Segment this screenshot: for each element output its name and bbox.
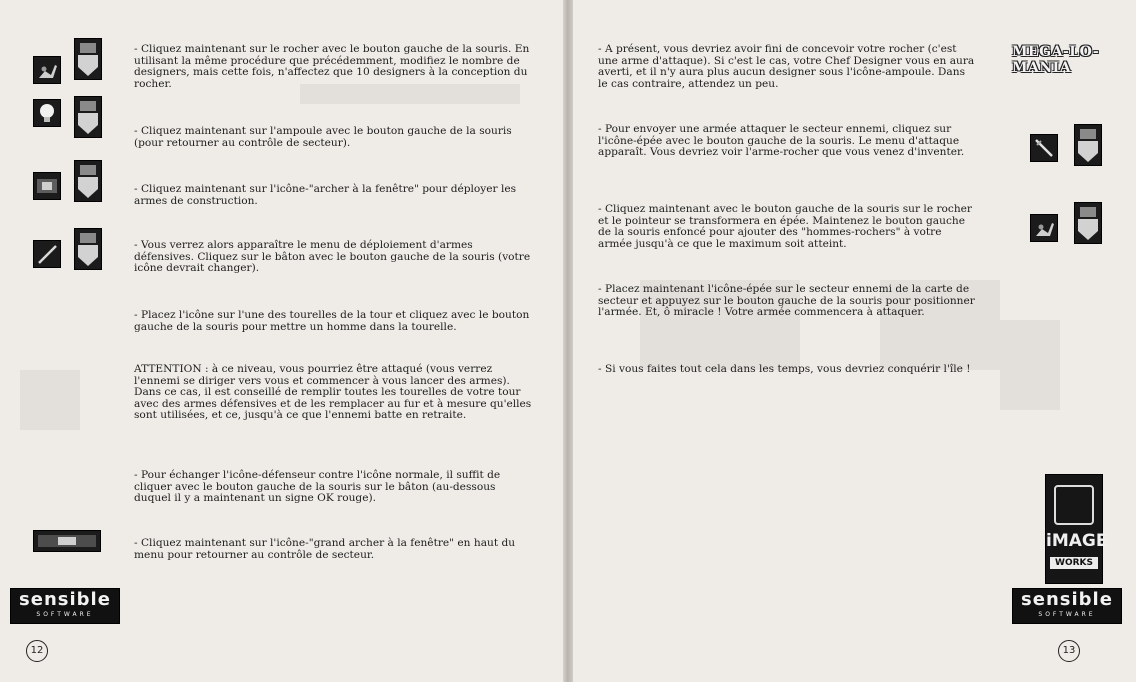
shield-icon bbox=[74, 38, 102, 80]
instruction-paragraph: - Placez l'icône sur l'une des tourelles de la tour et cliquez avec le bouton gauche de la souris pour mettre un homme dans la tourelle. bbox=[134, 309, 530, 333]
instruction-paragraph: - Vous verrez alors apparaître le menu de déploiement d'armes défensives. Cliquez sur le bâton avec le bouton gauche de la souris (votre icône devrait changer). bbox=[134, 239, 531, 275]
instruction-paragraph: - Cliquez maintenant sur l'icône-"archer à la fenêtre" pour déployer les armes de construction. bbox=[134, 183, 517, 207]
instruction-paragraph: - Cliquez maintenant sur l'ampoule avec le bouton gauche de la souris (pour retourner au contrôle de secteur). bbox=[134, 125, 512, 149]
instruction-paragraph: - Cliquez maintenant sur l'icône-"grand archer à la fenêtre" en haut du menu pour retourner au contrôle de secteur. bbox=[134, 537, 516, 561]
image-works-main: iMAGE bbox=[1046, 531, 1108, 551]
image-works-logo bbox=[1045, 474, 1108, 584]
page-number: 13 bbox=[1058, 640, 1080, 662]
sensible-software-logo bbox=[1012, 588, 1122, 624]
sword-icon bbox=[1030, 134, 1058, 162]
sensible-software-logo bbox=[10, 588, 120, 624]
shield-icon bbox=[1074, 124, 1102, 166]
logo-main-text: sensible bbox=[1021, 589, 1113, 610]
instruction-paragraph: - Pour envoyer une armée attaquer le secteur ennemi, cliquez sur l'icône-épée avec le bouton gauche de la souris. Le menu d'attaque apparaît. Vous devriez voir l'arme-rocher que vous venez d'inventer. bbox=[598, 123, 965, 159]
image-works-sub: WORKS bbox=[1050, 557, 1098, 569]
page-number: 12 bbox=[26, 640, 48, 662]
logo-main-text: sensible bbox=[19, 589, 111, 610]
shield-icon bbox=[74, 96, 102, 138]
archer-window-icon bbox=[33, 172, 61, 200]
show-through-shade bbox=[20, 370, 80, 430]
warning-paragraph: ATTENTION : à ce niveau, vous pourriez être attaqué (vous verrez l'ennemi se diriger vers vous et commencer à vous lancer des armes). Dans ce cas, il est conseillé de remplir toutes les tourelles de votre tour avec des armes défensives et de les remplacer au fur et à mesure qu'elles sont utilisées, et ce, jusqu'à ce que l'ennemi batte en retraite. bbox=[134, 363, 532, 422]
rock-weapon-icon bbox=[1030, 214, 1058, 242]
instruction-paragraph: - Cliquez maintenant sur le rocher avec le bouton gauche de la souris. En utilisant la même procédure que précédemment, modifiez le nombre de designers, mais cette fois, n'affectez que 10 designers à la conception du rocher. bbox=[134, 43, 530, 90]
great-archer-icon bbox=[33, 530, 101, 552]
rock-weapon-icon bbox=[33, 56, 61, 84]
instruction-paragraph: - Si vous faites tout cela dans les temps, vous devriez conquérir l'île ! bbox=[598, 363, 971, 375]
stick-weapon-icon bbox=[33, 240, 61, 268]
instruction-paragraph: - Pour échanger l'icône-défenseur contre l'icône normale, il suffit de cliquer avec le bouton gauche de la souris sur le bâton (au-dessous duquel il y a maintenant un signe OK rouge). bbox=[134, 469, 501, 505]
shield-icon bbox=[74, 228, 102, 270]
book-spine bbox=[563, 0, 573, 682]
show-through-shade bbox=[1000, 320, 1060, 410]
logo-sub-text: SOFTWARE bbox=[36, 611, 94, 618]
shield-icon bbox=[1074, 202, 1102, 244]
image-works-emblem bbox=[1054, 485, 1094, 525]
mega-lo-mania-logo: MEGA-LO-MANIA bbox=[1012, 44, 1100, 76]
instruction-paragraph: - Cliquez maintenant avec le bouton gauche de la souris sur le rocher et le pointeur se transformera en épée. Maintenez le bouton gauche de la souris enfoncé pour ajouter des "hommes-rochers" à votre armée jusqu'à ce que le maximum soit atteint. bbox=[598, 203, 972, 250]
shield-icon bbox=[74, 160, 102, 202]
logo-sub-text: SOFTWARE bbox=[1038, 611, 1096, 618]
instruction-paragraph: - Placez maintenant l'icône-épée sur le secteur ennemi de la carte de secteur et appuyez sur le bouton gauche de la souris pour positionner l'armée. Et, ô miracle ! Votre armée commencera à attaquer. bbox=[598, 283, 975, 319]
instruction-paragraph: - A présent, vous devriez avoir fini de concevoir votre rocher (c'est une arme d'attaque). Si c'est le cas, votre Chef Designer vous en aura averti, et il n'y aura plus aucun designer sous l'icône-ampoule. Dans le cas contraire, attendez un peu. bbox=[598, 43, 975, 90]
lightbulb-icon bbox=[33, 99, 61, 127]
